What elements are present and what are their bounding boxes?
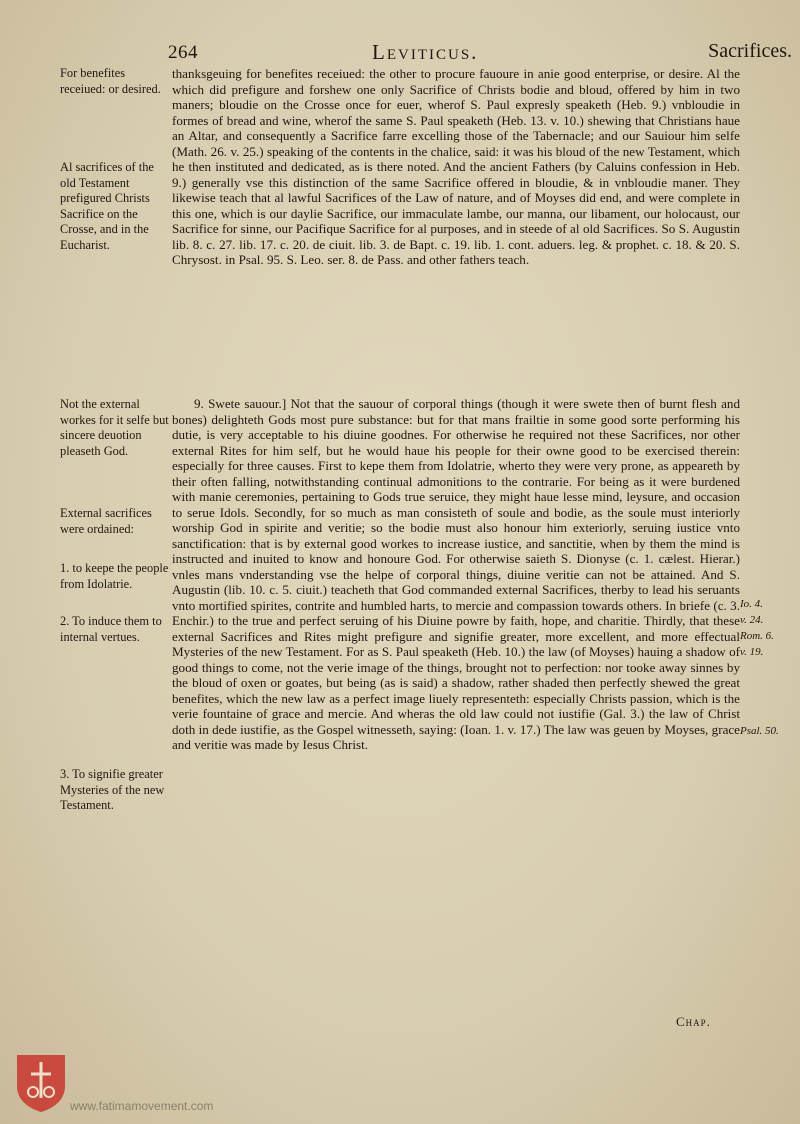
paragraph-swete-sauour	[172, 396, 740, 753]
section-title: Sacrifices.	[708, 40, 792, 62]
margin-note-devotion: Not the external workes for it selfe but sincere deuotion pleaseth God.	[60, 397, 169, 458]
running-title: Leviticus.	[372, 40, 479, 64]
catchword: Chap.	[676, 1014, 711, 1029]
margin-note-idolatrie: 1. to keepe the people from Idolatrie.	[60, 561, 169, 591]
margin-note-benefits: For benefites receiued: or desired.	[60, 66, 161, 96]
margin-note-vertues: 2. To induce them to internal vertues.	[60, 614, 162, 644]
ref-psalm: Psal. 50.	[740, 725, 779, 737]
footer-url: www.fatimamovement.com	[70, 1099, 214, 1113]
margin-note-ordained: External sacrifices were ordained:	[60, 506, 152, 536]
page-number: 264	[168, 42, 198, 63]
margin-note-mysteries: 3. To signifie greater Mysteries of the new Testament.	[60, 767, 165, 812]
paragraph-swete-sauour-text: 9. Swete sauour.] Not that the sauour of corporal things (though it were swete then of burnt flesh and bones) delighteth Gods most pure substance: but for that mans frailtie in some good sorte performing his dutie, is very acceptable to his diuine goodnes. For otherwise he required not these Sacrifices, nor other external Rites for him self, but he would haue his people for their owne good to be exercised therein: especially for three causes. First to kepe them from Idolatrie, wherto they were very prone, as appeareth by their often falling, notwithstanding continual admonitions to the contrarie. For being as it were burdened with manie ceremonies, pertaining to Gods true seruice, they might haue lesse mind, leysure, and occasion to serue Idols. Secondly, for so much as man consisteth of soule and bodie, as the soule must interiorly worship God in spirite and veritie; so the bodie must also honour him exteriorly, seruing iustice vnto sanctification: that is by external good workes to increase iustice, and sanctitie, when by them the mind is instructed and inuited to know and honoure God. For otherwise saieth S. Dionyse (c. 1. cælest. Hierar.) vnles mans vnderstanding vse the helpe of corporal things, diuine veritie can not be attained. And S. Augustin (lib. 10. c. 5. ciuit.) teacheth that God commanded external Sacrifices, therby to lead his seruants vnto mortified spirites, contrite and humbled harts, to mercie and compassion towards others. In briefe (c. 3. Enchir.) to the true and perfect seruing of his Diuine powre by faith, hope, and charitie. Thirdly, that these external Sacrifices and Rites might prefigure and signifie greater, more excellent, and more effectual Mysteries of the new Testament. For as S. Paul speaketh (Heb. 10.) the law (of Moyses) hauing a shadow of good things to come, not the verie image of the things, brought not to perfection: nor tooke away sinnes by the bloud of oxen or goates, but being (as is said) a shadow, rather shaded then perfectly shewed the great benefites, which the new law as a perfect image liuely representeth: especially Christs passion, which is the verie fountaine of grace and mercie. And wheras the old law could not iustifie (Gal. 3.) the law of Christ doth in dede iustifie, as the Gospel witnesseth, saying: (Ioan. 1. v. 17.) The law was geuen by Moyses, grace and veritie was made by Iesus Christ.	[172, 396, 740, 752]
margin-note-prefigured: Al sacrifices of the old Testament prefigured Christs Sacrifice on the Crosse, and in the Eucharist.	[60, 160, 154, 252]
page-header	[0, 40, 800, 66]
ref-romans-verse: v. 19.	[740, 646, 764, 658]
ref-john: Io. 4.	[740, 598, 763, 610]
shield-logo-icon	[14, 1052, 68, 1114]
ref-john-verse: v. 24.	[740, 614, 764, 626]
paragraph-sacrifice-text: thanksgeuing for benefites receiued: the other to procure fauoure in anie good enterprise, or desire. Al the which did prefigure and forshew one only Sacrifice of Christs bodie and bloud, offered by him in two maners; bloudie on the Crosse once for euer, wherof S. Paul expresly speaketh (Heb. 9.) vnbloudie in formes of bread and wine, wherof the same S. Paul speaketh (Heb. 13. v. 10.) shewing that Christians haue an Altar, and consequently a Sacrifice farre excelling those of the Tabernacle; and our Sauiour him selfe (Math. 26. v. 25.) speaking of the contents in the chalice, said: it was his bloud of the new Testament, which he then instituted and dedicated, as is there noted. And the ancient Fathers (by Caluins confession in Heb. 9.) generally vse this distinction of the same Sacrifice offered in bloudie, & in vnbloudie maner. They likewise teach that al lawful Sacrifices of the Law of nature, and of Moyses did end, and were complete in this one, which is our daylie Sacrifice, our immaculate lambe, our manna, our libament, our holocaust, our Sacrifice for sinne, our Pacifique Sacrifice for al purposes, and in steede of al old Sacrifices. So S. Augustin lib. 8. c. 27. lib. 17. c. 20. de ciuit. lib. 3. de Bapt. c. 19. lib. 1. cont. aduers. leg. & prophet. c. 18. & 20. S. Chrysost. in Psal. 95. S. Leo. ser. 8. de Pass. and other fathers teach.	[172, 66, 740, 267]
paragraph-sacrifice	[172, 66, 740, 268]
ref-romans: Rom. 6.	[740, 630, 774, 642]
